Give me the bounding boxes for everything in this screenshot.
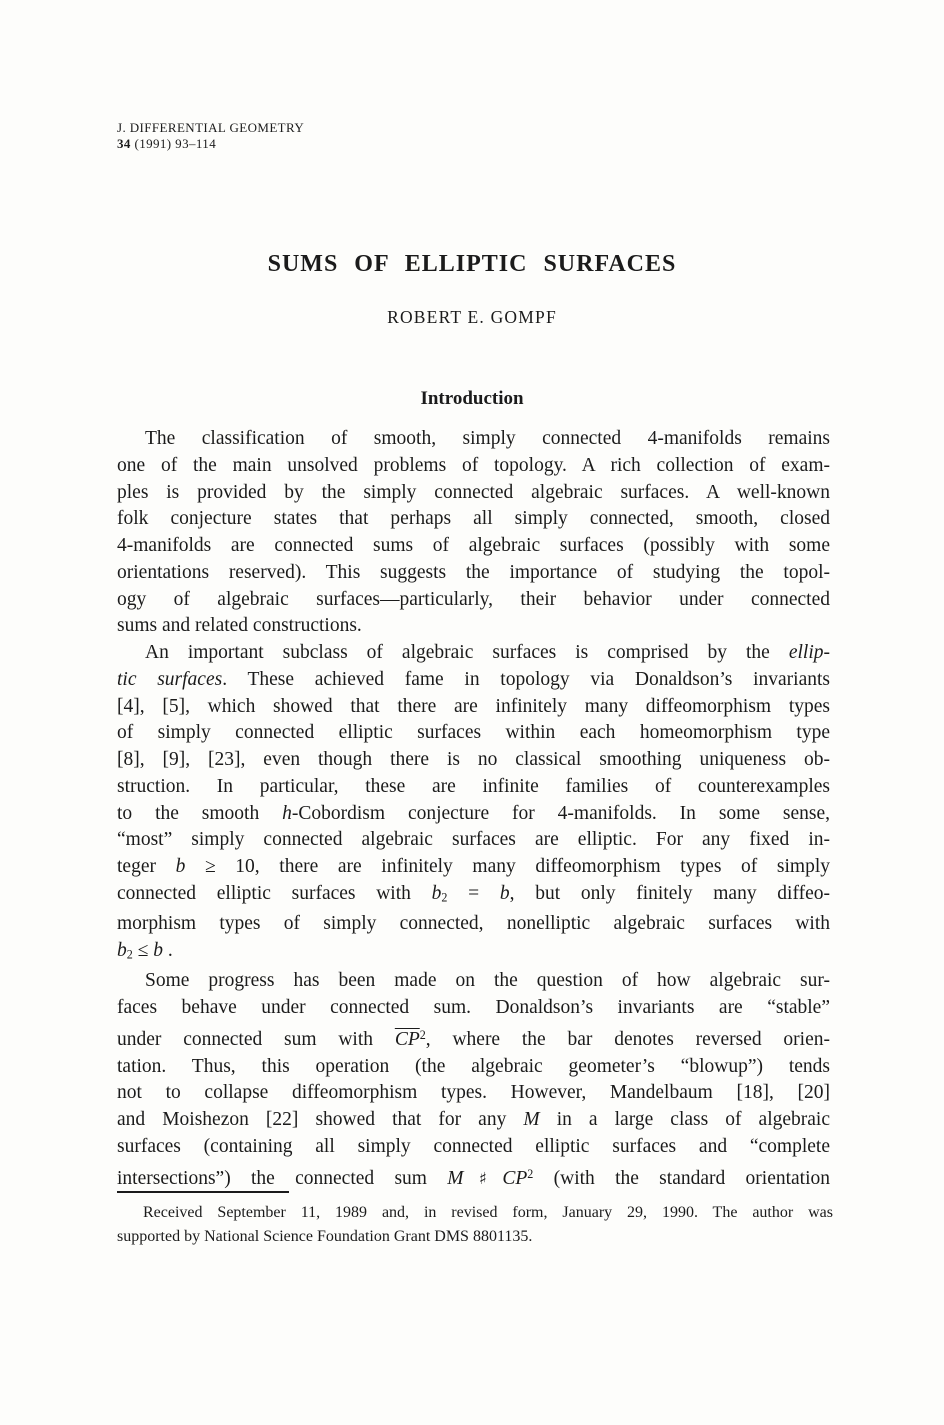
text-line xyxy=(117,480,830,507)
text-segment: b xyxy=(175,856,186,877)
paper-title: SUMS OF ELLIPTIC SURFACES xyxy=(267,251,677,277)
text-segment: CP xyxy=(502,1167,528,1189)
text-segment: ♯ xyxy=(463,1168,503,1188)
text-segment: folk conjecture states that perhaps all simply connected, smooth, closed xyxy=(117,508,830,530)
text-line xyxy=(117,995,830,1022)
text-line xyxy=(117,854,830,881)
text-segment: (with the standard orientation xyxy=(533,1167,831,1189)
footnote-rule xyxy=(117,1191,289,1193)
text-segment: b xyxy=(499,882,510,904)
text-segment: “most” simply connected algebraic surfaces are elliptic. For any fixed in- xyxy=(117,829,830,851)
text-segment: teger xyxy=(117,856,176,877)
text-segment: 2 xyxy=(527,1166,534,1181)
text-segment: Some progress has been made on the question of how algebraic sur- xyxy=(145,970,830,992)
text-segment: surfaces (containing all simply connected elliptic surfaces and “complete xyxy=(117,1135,830,1157)
text-segment: struction. In particular, these are infinite families of counterexamples xyxy=(117,775,830,797)
text-segment: not to collapse diffeomorphism types. However, Mandelbaum [18], [20] xyxy=(117,1082,830,1104)
text-line xyxy=(117,720,830,747)
text-segment: ogy of algebraic surfaces—particularly, their behavior under connected xyxy=(117,588,830,610)
text-segment: sums and related constructions. xyxy=(117,615,362,637)
text-line xyxy=(117,1225,833,1249)
text-segment: b xyxy=(117,939,127,961)
text-line xyxy=(117,533,830,560)
text-line xyxy=(117,506,830,533)
text-segment: one of the main unsolved problems of topology. A rich collection of exam- xyxy=(117,454,830,476)
text-segment: [8], [9], [23], even though there is no classical smoothing uniqueness ob- xyxy=(117,749,830,770)
text-segment: b xyxy=(431,882,442,904)
text-line xyxy=(117,774,830,801)
text-segment: An important subclass of algebraic surfaces is comprised by the xyxy=(145,642,789,663)
text-line xyxy=(117,747,830,774)
text-segment: 2 xyxy=(126,947,133,962)
text-segment: and Moishezon [22] showed that for any xyxy=(117,1109,524,1131)
paragraph-1 xyxy=(117,426,830,640)
text-line xyxy=(117,1080,830,1107)
journal-name: J. DIFFERENTIAL GEOMETRY xyxy=(117,120,305,135)
text-segment: Received September 11, 1989 and, in revised form, January 29, 1990. The author was xyxy=(143,1204,833,1221)
text-segment: b xyxy=(153,939,163,961)
text-segment: -Cobordism conjecture for 4-manifolds. In some sense, xyxy=(291,802,831,824)
text-line xyxy=(117,613,830,640)
text-segment: of simply connected elliptic surfaces within each homeomorphism type xyxy=(117,722,830,744)
text-segment: $\overline{CP}$ xyxy=(394,1028,420,1050)
paragraph-3 xyxy=(117,968,830,1192)
text-line xyxy=(117,911,830,938)
text-segment: in a large class of algebraic xyxy=(539,1109,830,1131)
text-segment: M xyxy=(447,1167,464,1189)
text-segment: , but only finitely many diffeo- xyxy=(509,882,830,904)
text-segment: [4], [5], which showed that there are infinitely many diffeomorphism types xyxy=(117,695,830,717)
text-segment: intersections”) the connected sum xyxy=(117,1167,448,1189)
text-segment: M xyxy=(523,1109,540,1131)
text-line xyxy=(117,968,830,995)
text-line xyxy=(117,938,830,968)
text-segment: = xyxy=(447,882,500,904)
text-line xyxy=(117,426,830,453)
text-segment: morphism types of simply connected, nonelliptic algebraic surfaces with xyxy=(117,913,830,935)
text-segment: tic surfaces xyxy=(117,668,223,690)
text-segment: ples is provided by the simply connected algebraic surfaces. A well-known xyxy=(117,481,830,503)
text-segment: tation. Thus, this operation (the algebraic geometer’s “blowup”) tends xyxy=(117,1055,830,1077)
article-body xyxy=(117,426,830,1192)
text-segment: ≤ xyxy=(132,939,154,961)
journal-volume: 34 xyxy=(117,136,131,151)
journal-header xyxy=(117,120,304,152)
text-line xyxy=(117,587,830,614)
text-segment: . xyxy=(163,939,173,961)
journal-issue-line xyxy=(117,136,304,152)
text-segment: 2 xyxy=(441,890,448,905)
text-line xyxy=(117,1022,830,1054)
text-line xyxy=(117,694,830,721)
journal-issue-info: (1991) 93–114 xyxy=(130,136,217,151)
text-line xyxy=(117,827,830,854)
text-line xyxy=(117,881,830,911)
author-name: ROBERT E. GOMPF xyxy=(387,307,557,327)
footnote xyxy=(117,1201,833,1248)
text-segment: supported by National Science Foundation Grant DMS 8801135. xyxy=(117,1227,533,1245)
text-line xyxy=(117,560,830,587)
paragraph-2 xyxy=(117,640,830,968)
text-line xyxy=(117,453,830,480)
text-segment: h xyxy=(282,802,292,824)
section-heading-introduction: Introduction xyxy=(420,388,524,409)
text-segment: connected elliptic surfaces with xyxy=(117,882,432,904)
text-line xyxy=(117,1201,833,1225)
text-line xyxy=(117,1161,830,1193)
text-segment: ≥ 10, there are infinitely many diffeomorphism types of simply xyxy=(185,856,830,877)
text-segment: orientations reserved). This suggests the importance of studying the topol- xyxy=(117,561,830,583)
text-segment: The classification of smooth, simply connected 4-manifolds remains xyxy=(145,428,830,449)
text-line xyxy=(117,1054,830,1081)
text-segment: to the smooth xyxy=(117,802,283,824)
text-segment: . These achieved fame in topology via Donaldson’s invariants xyxy=(222,668,830,690)
text-segment: under connected sum with xyxy=(117,1028,395,1050)
text-line xyxy=(117,640,830,667)
text-segment: faces behave under connected sum. Donaldson’s invariants are “stable” xyxy=(117,997,830,1019)
text-line xyxy=(117,801,830,828)
text-segment: ellip- xyxy=(788,642,830,663)
text-segment: 2 xyxy=(419,1027,426,1042)
text-line xyxy=(117,1107,830,1134)
text-line xyxy=(117,1134,830,1161)
text-segment: 4-manifolds are connected sums of algebraic surfaces (possibly with some xyxy=(117,535,830,556)
text-line xyxy=(117,667,830,694)
text-segment: , where the bar denotes reversed orien- xyxy=(425,1028,830,1050)
